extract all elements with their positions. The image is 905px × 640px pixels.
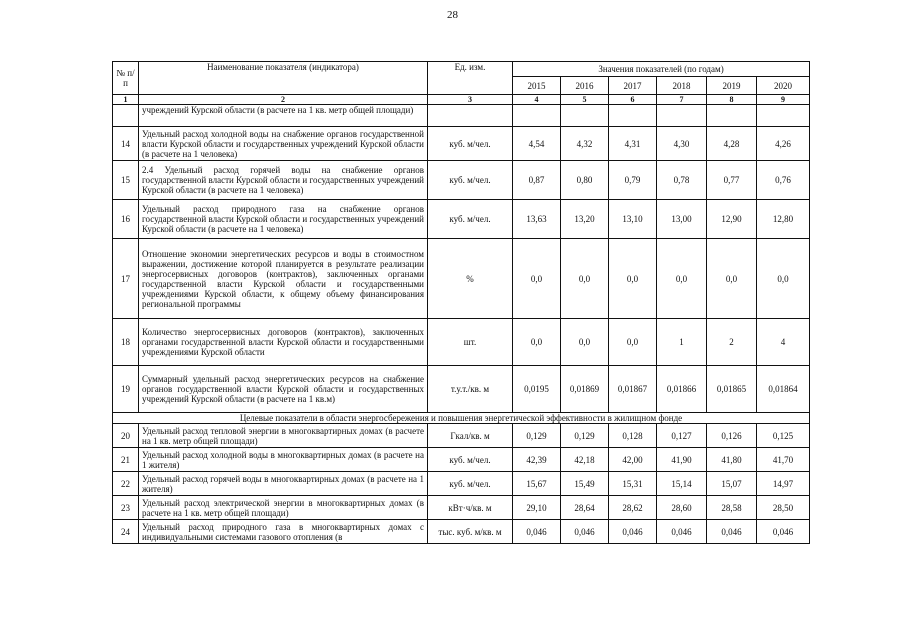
row-value: 42,00: [609, 448, 657, 472]
header-values: Значения показателей (по годам): [513, 62, 810, 77]
row-value: 0,0: [757, 239, 810, 319]
row-cell: [513, 105, 561, 127]
row-value: 28,50: [757, 496, 810, 520]
row-value: 1: [657, 319, 707, 366]
row-value: 0,0: [609, 239, 657, 319]
row-value: 29,10: [513, 496, 561, 520]
row-cell: [561, 105, 609, 127]
row-number: 21: [113, 448, 139, 472]
header-year: 2019: [707, 77, 757, 95]
page-number: 28: [447, 9, 458, 21]
row-number: 16: [113, 200, 139, 239]
header-num: № п/п: [113, 62, 139, 95]
row-cell: [757, 105, 810, 127]
row-value: 0,87: [513, 161, 561, 200]
row-value: 4: [757, 319, 810, 366]
row-number: 23: [113, 496, 139, 520]
row-value: 0,77: [707, 161, 757, 200]
row-unit: т.у.т./кв. м: [428, 366, 513, 413]
row-value: 42,18: [561, 448, 609, 472]
table-row: [113, 366, 810, 413]
table-row: [113, 200, 810, 239]
row-value: 28,58: [707, 496, 757, 520]
row-value: 0,78: [657, 161, 707, 200]
row-value: 4,26: [757, 127, 810, 161]
row-value: 0,01869: [561, 366, 609, 413]
row-value: 15,14: [657, 472, 707, 496]
table-row: [113, 127, 810, 161]
row-value: 41,80: [707, 448, 757, 472]
row-value: 12,80: [757, 200, 810, 239]
row-value: 42,39: [513, 448, 561, 472]
header-year: 2015: [513, 77, 561, 95]
row-value: 13,00: [657, 200, 707, 239]
row-value: 4,28: [707, 127, 757, 161]
row-unit: Гкал/кв. м: [428, 424, 513, 448]
row-name: учреждений Курской области (в расчете на 1 кв. метр общей площади): [139, 105, 428, 127]
row-name: Удельный расход природного газа на снабжение органов государственной власти Курской области и государственных учреждений Курской области (в расчете на 1 человека): [139, 200, 428, 239]
row-value: 15,31: [609, 472, 657, 496]
row-value: 0,0: [657, 239, 707, 319]
row-value: 0,046: [609, 520, 657, 544]
table-row: [113, 239, 810, 319]
row-value: 0,046: [657, 520, 707, 544]
row-value: 15,67: [513, 472, 561, 496]
row-value: 0,0: [561, 239, 609, 319]
row-number: 20: [113, 424, 139, 448]
row-name: Удельный расход горячей воды в многоквартирных домах (в расчете на 1 жителя): [139, 472, 428, 496]
row-value: 28,62: [609, 496, 657, 520]
row-unit: куб. м/чел.: [428, 200, 513, 239]
table-row: [113, 448, 810, 472]
row-value: 0,01864: [757, 366, 810, 413]
row-value: 0,76: [757, 161, 810, 200]
row-value: 41,70: [757, 448, 810, 472]
row-value: 0,79: [609, 161, 657, 200]
row-cell: [609, 105, 657, 127]
row-value: 4,30: [657, 127, 707, 161]
row-value: 0,01867: [609, 366, 657, 413]
row-cell: [707, 105, 757, 127]
row-number: 15: [113, 161, 139, 200]
row-cell: [657, 105, 707, 127]
row-value: 28,64: [561, 496, 609, 520]
column-number: 7: [657, 95, 707, 105]
row-value: 12,90: [707, 200, 757, 239]
row-name: Количество энергосервисных договоров (контрактов), заключенных органами государственной власти Курской области и государственными учреждениями Курской области: [139, 319, 428, 366]
header-year: 2020: [757, 77, 810, 95]
table-row: [113, 472, 810, 496]
row-number: 24: [113, 520, 139, 544]
table-row: [113, 496, 810, 520]
row-value: 0,128: [609, 424, 657, 448]
row-value: 4,54: [513, 127, 561, 161]
row-name: Удельный расход тепловой энергии в многоквартирных домах (в расчете на 1 кв. метр общей площади): [139, 424, 428, 448]
row-name: Удельный расход электрической энергии в многоквартирных домах (в расчете на 1 кв. метр общей площади): [139, 496, 428, 520]
row-unit: кВт·ч/кв. м: [428, 496, 513, 520]
row-number: [113, 105, 139, 127]
section-title: Целевые показатели в области энергосбережения и повышения энергетической эффективности в жилищном фонде: [113, 413, 810, 424]
row-value: 0,01865: [707, 366, 757, 413]
header-year: 2016: [561, 77, 609, 95]
row-name: Удельный расход холодной воды на снабжение органов государственной власти Курской области и государственных учреждений Курской области (в расчете на 1 человека): [139, 127, 428, 161]
row-value: 13,10: [609, 200, 657, 239]
table-row: [113, 520, 810, 544]
header-year: 2017: [609, 77, 657, 95]
column-number: 8: [707, 95, 757, 105]
column-number: 5: [561, 95, 609, 105]
row-value: 28,60: [657, 496, 707, 520]
row-unit: тыс. куб. м/кв. м: [428, 520, 513, 544]
row-unit: шт.: [428, 319, 513, 366]
row-value: 15,07: [707, 472, 757, 496]
row-value: 0,046: [561, 520, 609, 544]
row-value: 4,31: [609, 127, 657, 161]
header-name: Наименование показателя (индикатора): [139, 62, 428, 95]
row-value: 41,90: [657, 448, 707, 472]
column-number: 3: [428, 95, 513, 105]
row-value: 15,49: [561, 472, 609, 496]
row-number: 14: [113, 127, 139, 161]
row-value: 0,046: [757, 520, 810, 544]
column-number: 4: [513, 95, 561, 105]
row-value: 0,046: [707, 520, 757, 544]
row-name: 2.4 Удельный расход горячей воды на снабжение органов государственной власти Курской области и государственных учреждений Курской области (в расчете на 1 человека): [139, 161, 428, 200]
column-number: 2: [139, 95, 428, 105]
row-value: 0,125: [757, 424, 810, 448]
row-value: 4,32: [561, 127, 609, 161]
row-number: 22: [113, 472, 139, 496]
table-row: [113, 424, 810, 448]
row-value: 14,97: [757, 472, 810, 496]
row-name: Удельный расход природного газа в многоквартирных домах с индивидуальными системами газового отопления (в: [139, 520, 428, 544]
column-number: 1: [113, 95, 139, 105]
row-unit: куб. м/чел.: [428, 472, 513, 496]
row-number: 17: [113, 239, 139, 319]
table-row: [113, 105, 810, 127]
row-value: 0,0: [561, 319, 609, 366]
row-value: 0,0195: [513, 366, 561, 413]
indicator-table: [112, 61, 810, 544]
row-value: 13,63: [513, 200, 561, 239]
row-name: Отношение экономии энергетических ресурсов и воды в стоимостном выражении, достижение которой планируется в результате реализации энергосервисных договоров (контрактов), заключенных органами государственной власти Курской области и государственными учреждениями Курской области, к общему объему финансирования региональной программы: [139, 239, 428, 319]
row-unit: %: [428, 239, 513, 319]
row-value: 0,80: [561, 161, 609, 200]
row-number: 18: [113, 319, 139, 366]
row-unit: куб. м/чел.: [428, 161, 513, 200]
row-value: 0,126: [707, 424, 757, 448]
row-name: Удельный расход холодной воды в многоквартирных домах (в расчете на 1 жителя): [139, 448, 428, 472]
header-year: 2018: [657, 77, 707, 95]
table-row: [113, 319, 810, 366]
row-value: 0,046: [513, 520, 561, 544]
row-value: 0,0: [707, 239, 757, 319]
table-row: [113, 161, 810, 200]
column-number: 9: [757, 95, 810, 105]
row-name: Суммарный удельный расход энергетических ресурсов на снабжение органов государственной власти Курской области и государственных учреждений Курской области (в расчете на 1 кв.м): [139, 366, 428, 413]
row-value: 0,129: [513, 424, 561, 448]
header-unit: Ед. изм.: [428, 62, 513, 95]
row-value: 0,0: [513, 239, 561, 319]
row-value: 0,0: [513, 319, 561, 366]
row-value: 2: [707, 319, 757, 366]
row-value: 0,127: [657, 424, 707, 448]
row-unit: куб. м/чел.: [428, 127, 513, 161]
row-value: 0,129: [561, 424, 609, 448]
row-number: 19: [113, 366, 139, 413]
row-value: 0,01866: [657, 366, 707, 413]
row-cell: [428, 105, 513, 127]
column-number: 6: [609, 95, 657, 105]
row-value: 13,20: [561, 200, 609, 239]
row-unit: куб. м/чел.: [428, 448, 513, 472]
section-row: [113, 413, 810, 424]
row-value: 0,0: [609, 319, 657, 366]
